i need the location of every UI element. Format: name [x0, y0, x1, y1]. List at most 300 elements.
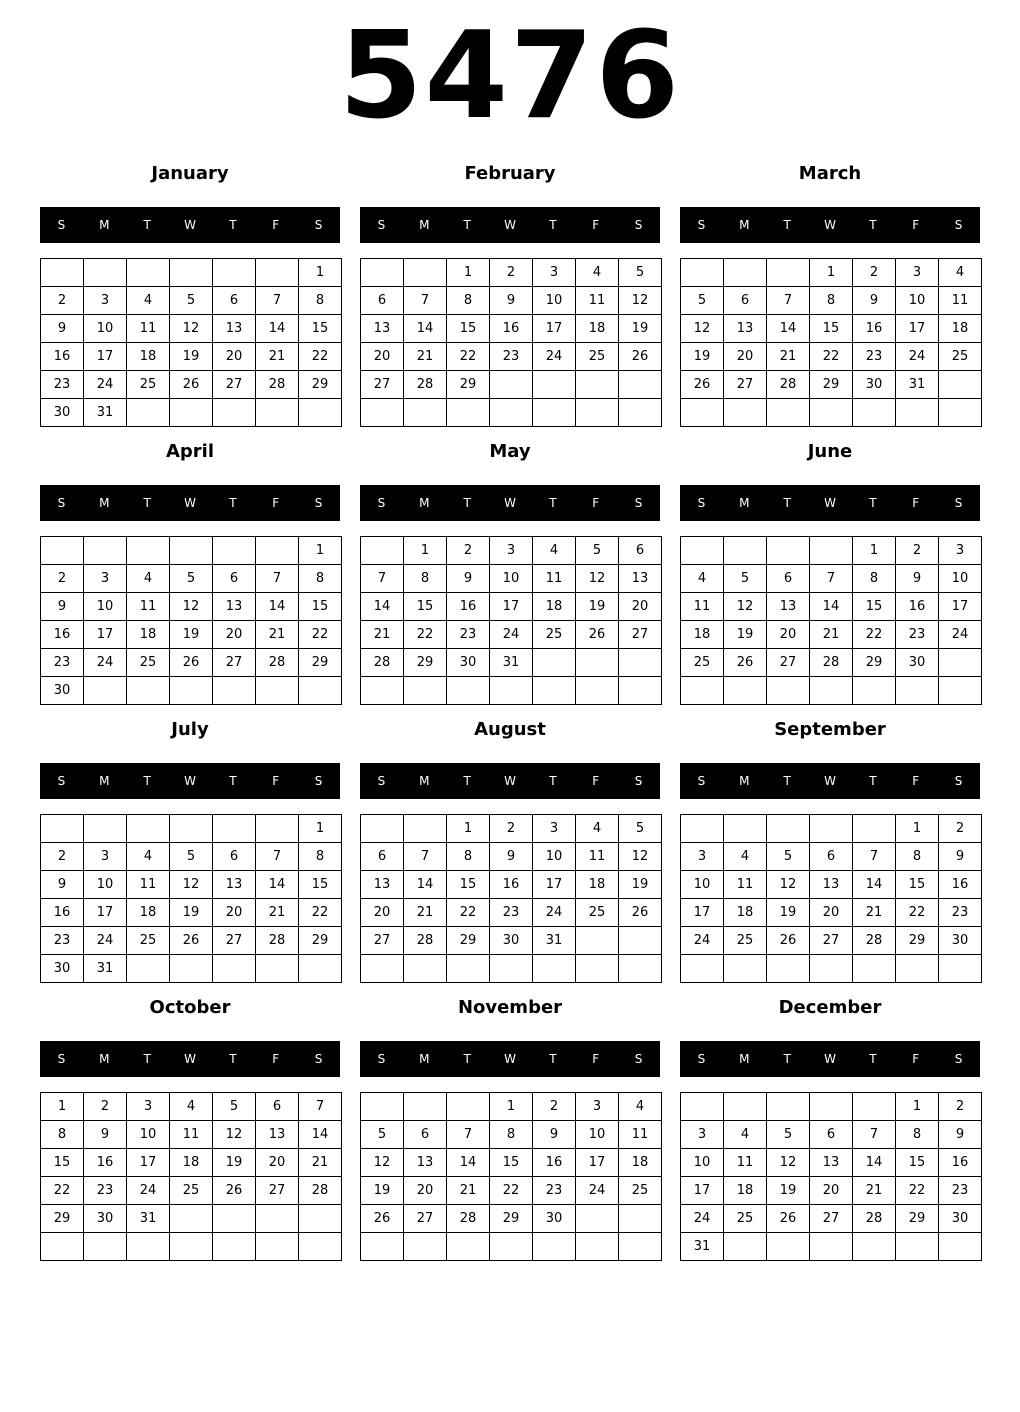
day-cell: 27 — [619, 621, 662, 649]
empty-day-cell — [896, 399, 939, 427]
day-cell: 21 — [256, 899, 299, 927]
weekday-label: W — [824, 218, 836, 232]
empty-day-cell — [896, 1233, 939, 1261]
day-cell: 20 — [361, 343, 404, 371]
day-cell: 25 — [576, 899, 619, 927]
day-cell: 30 — [447, 649, 490, 677]
month-name: December — [778, 997, 882, 1018]
day-cell: 12 — [724, 593, 767, 621]
day-cell: 2 — [896, 537, 939, 565]
empty-day-cell — [724, 259, 767, 287]
day-cell: 24 — [896, 343, 939, 371]
weekday-label: S — [954, 774, 963, 788]
empty-day-cell — [404, 677, 447, 705]
day-cell: 31 — [896, 371, 939, 399]
days-grid — [680, 814, 982, 983]
day-cell: 1 — [299, 537, 342, 565]
day-cell: 17 — [939, 593, 982, 621]
day-cell: 21 — [256, 343, 299, 371]
day-cell: 25 — [127, 371, 170, 399]
empty-day-cell — [619, 677, 662, 705]
day-cell: 4 — [127, 843, 170, 871]
empty-day-cell — [576, 955, 619, 983]
day-cell: 6 — [767, 565, 810, 593]
day-cell: 27 — [404, 1205, 447, 1233]
empty-day-cell — [404, 259, 447, 287]
day-cell: 9 — [447, 565, 490, 593]
empty-day-cell — [127, 399, 170, 427]
weekday-label: T — [549, 1052, 557, 1066]
weekday-header — [360, 207, 660, 243]
empty-day-cell — [767, 677, 810, 705]
empty-day-cell — [404, 815, 447, 843]
day-cell: 20 — [404, 1177, 447, 1205]
day-cell: 21 — [853, 1177, 896, 1205]
weekday-label: F — [592, 774, 600, 788]
weekday-label: F — [592, 218, 600, 232]
day-cell: 30 — [939, 927, 982, 955]
day-cell: 20 — [213, 343, 256, 371]
day-cell: 27 — [256, 1177, 299, 1205]
day-cell: 15 — [853, 593, 896, 621]
day-cell: 15 — [896, 1149, 939, 1177]
day-cell: 26 — [767, 927, 810, 955]
day-cell: 6 — [256, 1093, 299, 1121]
day-cell: 14 — [256, 315, 299, 343]
day-cell: 28 — [361, 649, 404, 677]
empty-day-cell — [767, 955, 810, 983]
day-cell: 4 — [681, 565, 724, 593]
weekday-label: W — [184, 1052, 196, 1066]
day-cell: 5 — [213, 1093, 256, 1121]
day-cell: 26 — [681, 371, 724, 399]
day-cell: 29 — [447, 371, 490, 399]
weekday-label: S — [314, 496, 323, 510]
day-cell: 9 — [896, 565, 939, 593]
day-cell: 1 — [490, 1093, 533, 1121]
weekday-label: S — [954, 1052, 963, 1066]
weekday-label: S — [697, 496, 706, 510]
day-cell: 22 — [896, 899, 939, 927]
empty-day-cell — [533, 371, 576, 399]
day-cell: 20 — [213, 899, 256, 927]
day-cell: 20 — [213, 621, 256, 649]
days-grid — [360, 536, 662, 705]
weekday-label: S — [57, 1052, 66, 1066]
day-cell: 19 — [170, 621, 213, 649]
empty-day-cell — [853, 677, 896, 705]
day-cell: 3 — [939, 537, 982, 565]
day-cell: 22 — [896, 1177, 939, 1205]
weekday-label: S — [57, 774, 66, 788]
empty-day-cell — [853, 399, 896, 427]
weekday-label: T — [143, 218, 151, 232]
day-cell: 12 — [576, 565, 619, 593]
empty-day-cell — [576, 927, 619, 955]
day-cell: 14 — [853, 1149, 896, 1177]
month-name: September — [774, 719, 886, 740]
weekday-label: W — [184, 218, 196, 232]
day-cell: 19 — [361, 1177, 404, 1205]
empty-day-cell — [41, 259, 84, 287]
empty-day-cell — [681, 259, 724, 287]
day-cell: 28 — [299, 1177, 342, 1205]
day-cell: 25 — [127, 649, 170, 677]
day-cell: 3 — [681, 1121, 724, 1149]
day-cell: 2 — [41, 565, 84, 593]
weekday-header — [40, 763, 340, 799]
empty-day-cell — [170, 399, 213, 427]
day-cell: 22 — [41, 1177, 84, 1205]
empty-day-cell — [84, 815, 127, 843]
day-cell: 30 — [41, 399, 84, 427]
empty-day-cell — [361, 1233, 404, 1261]
day-cell: 15 — [810, 315, 853, 343]
day-cell: 26 — [767, 1205, 810, 1233]
year-title: 5476 — [339, 7, 681, 146]
empty-day-cell — [256, 955, 299, 983]
empty-day-cell — [127, 537, 170, 565]
weekday-label: F — [272, 218, 280, 232]
empty-day-cell — [896, 955, 939, 983]
day-cell: 27 — [213, 649, 256, 677]
day-cell: 5 — [170, 565, 213, 593]
day-cell: 9 — [41, 315, 84, 343]
weekday-label: F — [592, 496, 600, 510]
day-cell: 1 — [896, 815, 939, 843]
day-cell: 24 — [84, 371, 127, 399]
day-cell: 18 — [681, 621, 724, 649]
empty-day-cell — [170, 677, 213, 705]
weekday-label: T — [463, 218, 471, 232]
weekday-label: M — [739, 774, 750, 788]
empty-day-cell — [619, 927, 662, 955]
day-cell: 9 — [939, 843, 982, 871]
day-cell: 13 — [256, 1121, 299, 1149]
day-cell: 29 — [41, 1205, 84, 1233]
empty-day-cell — [256, 537, 299, 565]
day-cell: 19 — [619, 315, 662, 343]
month-name: November — [457, 997, 563, 1018]
day-cell: 14 — [299, 1121, 342, 1149]
day-cell: 23 — [896, 621, 939, 649]
empty-day-cell — [170, 1205, 213, 1233]
day-cell: 1 — [447, 259, 490, 287]
weekday-label: F — [912, 1052, 920, 1066]
empty-day-cell — [939, 677, 982, 705]
day-cell: 9 — [490, 843, 533, 871]
day-cell: 30 — [84, 1205, 127, 1233]
empty-day-cell — [361, 1093, 404, 1121]
empty-day-cell — [299, 399, 342, 427]
empty-day-cell — [767, 399, 810, 427]
day-cell: 24 — [490, 621, 533, 649]
weekday-label: M — [99, 496, 110, 510]
weekday-label: S — [697, 1052, 706, 1066]
day-cell: 7 — [853, 1121, 896, 1149]
day-cell: 5 — [576, 537, 619, 565]
day-cell: 24 — [681, 927, 724, 955]
weekday-label: S — [314, 1052, 323, 1066]
empty-day-cell — [490, 955, 533, 983]
days-grid — [360, 258, 662, 427]
day-cell: 8 — [299, 843, 342, 871]
day-cell: 19 — [170, 899, 213, 927]
weekday-header — [360, 485, 660, 521]
empty-day-cell — [84, 1233, 127, 1261]
day-cell: 11 — [127, 593, 170, 621]
empty-day-cell — [681, 677, 724, 705]
day-cell: 22 — [299, 343, 342, 371]
day-cell: 4 — [127, 287, 170, 315]
day-cell: 21 — [853, 899, 896, 927]
day-cell: 7 — [853, 843, 896, 871]
days-grid — [40, 258, 342, 427]
empty-day-cell — [490, 399, 533, 427]
day-cell: 6 — [361, 843, 404, 871]
empty-day-cell — [681, 537, 724, 565]
weekday-label: W — [824, 774, 836, 788]
day-cell: 3 — [533, 815, 576, 843]
day-cell: 16 — [41, 899, 84, 927]
empty-day-cell — [724, 399, 767, 427]
weekday-label: S — [377, 1052, 386, 1066]
day-cell: 24 — [533, 899, 576, 927]
day-cell: 29 — [896, 1205, 939, 1233]
empty-day-cell — [490, 371, 533, 399]
day-cell: 14 — [447, 1149, 490, 1177]
empty-day-cell — [767, 1233, 810, 1261]
day-cell: 15 — [41, 1149, 84, 1177]
day-cell: 29 — [853, 649, 896, 677]
day-cell: 1 — [896, 1093, 939, 1121]
weekday-label: M — [99, 774, 110, 788]
day-cell: 16 — [41, 343, 84, 371]
weekday-header — [40, 485, 340, 521]
day-cell: 6 — [724, 287, 767, 315]
day-cell: 12 — [170, 315, 213, 343]
days-grid — [360, 1092, 662, 1261]
weekday-label: T — [783, 774, 791, 788]
day-cell: 5 — [361, 1121, 404, 1149]
day-cell: 12 — [361, 1149, 404, 1177]
day-cell: 25 — [533, 621, 576, 649]
day-cell: 2 — [84, 1093, 127, 1121]
empty-day-cell — [853, 955, 896, 983]
day-cell: 11 — [576, 843, 619, 871]
day-cell: 8 — [299, 565, 342, 593]
day-cell: 4 — [170, 1093, 213, 1121]
empty-day-cell — [810, 399, 853, 427]
day-cell: 20 — [767, 621, 810, 649]
day-cell: 8 — [404, 565, 447, 593]
day-cell: 23 — [853, 343, 896, 371]
empty-day-cell — [213, 399, 256, 427]
day-cell: 23 — [939, 1177, 982, 1205]
weekday-label: T — [783, 1052, 791, 1066]
month-name: February — [464, 163, 556, 184]
day-cell: 30 — [939, 1205, 982, 1233]
day-cell: 2 — [490, 815, 533, 843]
empty-day-cell — [767, 259, 810, 287]
day-cell: 7 — [256, 565, 299, 593]
day-cell: 8 — [447, 843, 490, 871]
day-cell: 31 — [84, 955, 127, 983]
day-cell: 19 — [767, 899, 810, 927]
days-grid — [680, 258, 982, 427]
month-name: March — [798, 163, 862, 184]
weekday-label: T — [229, 774, 237, 788]
day-cell: 7 — [299, 1093, 342, 1121]
empty-day-cell — [361, 399, 404, 427]
empty-day-cell — [939, 399, 982, 427]
day-cell: 23 — [447, 621, 490, 649]
day-cell: 12 — [767, 1149, 810, 1177]
empty-day-cell — [939, 371, 982, 399]
day-cell: 13 — [619, 565, 662, 593]
day-cell: 10 — [84, 315, 127, 343]
day-cell: 11 — [681, 593, 724, 621]
empty-day-cell — [127, 259, 170, 287]
day-cell: 3 — [576, 1093, 619, 1121]
empty-day-cell — [810, 815, 853, 843]
day-cell: 25 — [681, 649, 724, 677]
day-cell: 21 — [256, 621, 299, 649]
day-cell: 8 — [299, 287, 342, 315]
day-cell: 20 — [810, 1177, 853, 1205]
empty-day-cell — [619, 955, 662, 983]
weekday-label: T — [229, 218, 237, 232]
day-cell: 15 — [490, 1149, 533, 1177]
day-cell: 23 — [939, 899, 982, 927]
weekday-label: S — [697, 218, 706, 232]
weekday-label: T — [463, 496, 471, 510]
day-cell: 29 — [299, 927, 342, 955]
day-cell: 18 — [939, 315, 982, 343]
weekday-header — [680, 763, 980, 799]
day-cell: 27 — [361, 371, 404, 399]
weekday-label: T — [783, 218, 791, 232]
day-cell: 27 — [810, 1205, 853, 1233]
day-cell: 11 — [576, 287, 619, 315]
day-cell: 28 — [404, 927, 447, 955]
day-cell: 23 — [41, 649, 84, 677]
weekday-label: M — [99, 218, 110, 232]
day-cell: 7 — [447, 1121, 490, 1149]
weekday-header — [360, 1041, 660, 1077]
day-cell: 25 — [170, 1177, 213, 1205]
day-cell: 28 — [256, 649, 299, 677]
day-cell: 6 — [404, 1121, 447, 1149]
day-cell: 27 — [361, 927, 404, 955]
empty-day-cell — [767, 1093, 810, 1121]
empty-day-cell — [361, 677, 404, 705]
day-cell: 10 — [533, 843, 576, 871]
day-cell: 20 — [361, 899, 404, 927]
day-cell: 10 — [490, 565, 533, 593]
day-cell: 15 — [299, 315, 342, 343]
day-cell: 2 — [41, 287, 84, 315]
day-cell: 24 — [533, 343, 576, 371]
day-cell: 19 — [767, 1177, 810, 1205]
day-cell: 18 — [533, 593, 576, 621]
day-cell: 5 — [170, 843, 213, 871]
day-cell: 9 — [533, 1121, 576, 1149]
weekday-label: S — [314, 774, 323, 788]
day-cell: 24 — [939, 621, 982, 649]
weekday-label: T — [229, 1052, 237, 1066]
day-cell: 5 — [724, 565, 767, 593]
day-cell: 12 — [170, 593, 213, 621]
weekday-label: M — [739, 218, 750, 232]
month-name: April — [165, 441, 215, 462]
day-cell: 17 — [576, 1149, 619, 1177]
weekday-label: W — [184, 774, 196, 788]
weekday-label: M — [739, 496, 750, 510]
empty-day-cell — [127, 955, 170, 983]
day-cell: 13 — [361, 871, 404, 899]
day-cell: 6 — [619, 537, 662, 565]
empty-day-cell — [299, 955, 342, 983]
empty-day-cell — [810, 955, 853, 983]
empty-day-cell — [533, 399, 576, 427]
empty-day-cell — [576, 399, 619, 427]
weekday-header — [680, 207, 980, 243]
day-cell: 21 — [447, 1177, 490, 1205]
weekday-label: S — [377, 774, 386, 788]
day-cell: 14 — [810, 593, 853, 621]
day-cell: 23 — [490, 343, 533, 371]
empty-day-cell — [447, 955, 490, 983]
days-grid — [40, 814, 342, 983]
empty-day-cell — [576, 371, 619, 399]
empty-day-cell — [681, 1093, 724, 1121]
day-cell: 5 — [170, 287, 213, 315]
weekday-label: S — [634, 774, 643, 788]
day-cell: 28 — [256, 927, 299, 955]
weekday-label: T — [549, 496, 557, 510]
weekday-header — [360, 763, 660, 799]
day-cell: 6 — [361, 287, 404, 315]
month-name: May — [489, 441, 531, 462]
weekday-label: T — [143, 774, 151, 788]
day-cell: 28 — [256, 371, 299, 399]
day-cell: 16 — [853, 315, 896, 343]
weekday-label: W — [504, 774, 516, 788]
empty-day-cell — [724, 955, 767, 983]
day-cell: 28 — [853, 1205, 896, 1233]
empty-day-cell — [41, 1233, 84, 1261]
day-cell: 12 — [619, 843, 662, 871]
day-cell: 2 — [41, 843, 84, 871]
days-grid — [360, 814, 662, 983]
day-cell: 12 — [767, 871, 810, 899]
empty-day-cell — [681, 955, 724, 983]
month-name: August — [474, 719, 546, 740]
day-cell: 5 — [767, 1121, 810, 1149]
day-cell: 22 — [490, 1177, 533, 1205]
weekday-label: S — [57, 218, 66, 232]
day-cell: 2 — [939, 815, 982, 843]
weekday-label: T — [463, 774, 471, 788]
day-cell: 13 — [724, 315, 767, 343]
day-cell: 21 — [299, 1149, 342, 1177]
empty-day-cell — [939, 649, 982, 677]
weekday-header — [40, 1041, 340, 1077]
day-cell: 25 — [576, 343, 619, 371]
empty-day-cell — [533, 1233, 576, 1261]
day-cell: 4 — [533, 537, 576, 565]
